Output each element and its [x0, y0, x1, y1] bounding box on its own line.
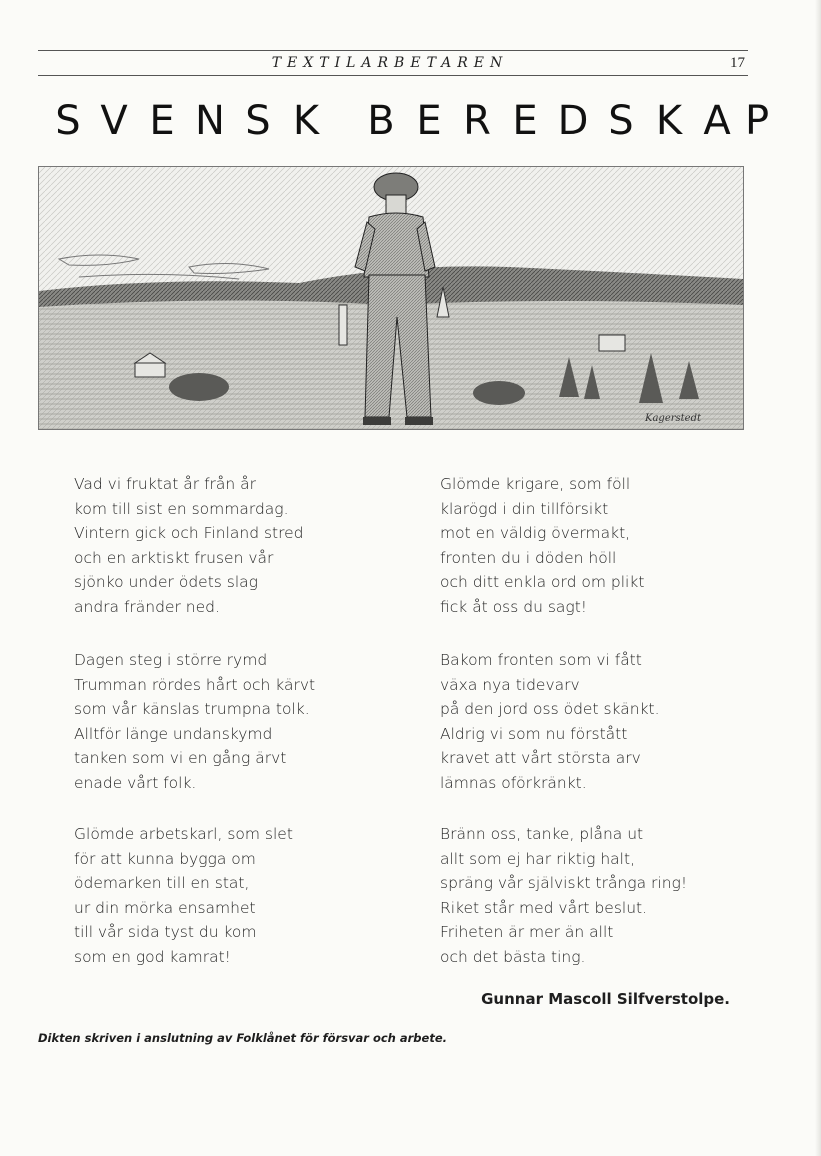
poem-line: lämnas oförkränkt. — [440, 773, 587, 792]
headline-letter: S — [608, 98, 634, 144]
headline-letter: P — [744, 98, 770, 144]
page-edge — [815, 0, 821, 1156]
stanza-right-2 — [440, 648, 660, 796]
poem-line: Trumman rördes hårt och kärvt — [74, 675, 316, 694]
poem-line: som vår känslas trumpna tolk. — [74, 700, 310, 719]
poem-line: allt som ej har riktig halt, — [440, 849, 635, 868]
poem-line: Riket står med vårt beslut. — [440, 898, 648, 917]
poem-line: Aldrig vi som nu förstått — [440, 724, 628, 743]
headline-letter: A — [703, 98, 731, 144]
stanza-right-1 — [440, 472, 644, 620]
stanza-left-1 — [74, 472, 304, 620]
poem-line: sjönko under ödets slag — [74, 573, 258, 592]
headline-letter: E — [416, 98, 442, 144]
poem-line: Alltför länge undanskymd — [74, 724, 273, 743]
artist-signature: Kagerstedt — [645, 413, 702, 424]
author-signature: Gunnar Mascoll Silfverstolpe. — [481, 990, 730, 1008]
running-title: TEXTILARBETAREN — [271, 55, 509, 71]
poem-line: Glömde krigare, som föll — [440, 475, 631, 493]
poem-line: Glömde arbetskarl, som slet — [74, 825, 293, 843]
headline-letter: E — [149, 98, 175, 144]
poem-line: och en arktiskt frusen vår — [74, 548, 274, 567]
poem-line: till vår sida tyst du kom — [74, 923, 257, 942]
poem-line: tanken som vi en gång ärvt — [74, 749, 287, 768]
poem-line: som en god kamrat! — [74, 947, 231, 966]
poem-line: Bakom fronten som vi fått — [440, 651, 642, 669]
poem-line: andra fränder ned. — [74, 597, 220, 616]
stanza-left-2 — [74, 648, 315, 796]
header-rule-top — [38, 50, 748, 51]
headline-letter: K — [655, 98, 683, 144]
headline-letter: V — [100, 98, 128, 144]
poem-line: enade vårt folk. — [74, 773, 197, 792]
headline-letter: B — [367, 98, 395, 144]
poem-line: på den jord oss ödet skänkt. — [440, 700, 660, 719]
stanza-right-3 — [440, 822, 687, 970]
poem-line: klarögd i din tillförsikt — [440, 499, 609, 518]
header-rule-bottom — [38, 75, 748, 76]
poem-line: Dagen steg i större rymd — [74, 651, 268, 669]
poem-line: kom till sist en sommardag. — [74, 499, 289, 518]
poem-line: Vad vi fruktat år från år — [74, 475, 257, 493]
poem-line: Friheten är mer än allt — [440, 923, 614, 942]
poem-line: spräng vår själviskt trånga ring! — [440, 874, 688, 893]
poem-line: Vintern gick och Finland stred — [74, 524, 304, 543]
headline-letter: S — [245, 98, 271, 144]
poem-line: och ditt enkla ord om plikt — [440, 573, 645, 592]
headline-letter: K — [292, 98, 320, 144]
headline-letter: E — [512, 98, 538, 144]
poem-line: Bränn oss, tanke, plåna ut — [440, 825, 644, 843]
poem-line: och det bästa ting. — [440, 947, 586, 966]
headline-letter: N — [195, 98, 225, 144]
headline-letter: R — [463, 98, 491, 144]
headline-letter: D — [557, 98, 589, 144]
poem-line: växa nya tidevarv — [440, 675, 580, 694]
poem-line: mot en väldig övermakt, — [440, 524, 631, 543]
poem-line: ödemarken till en stat, — [74, 874, 250, 893]
footnote: Dikten skriven i anslutning av Folklånet för försvar och arbete. — [38, 1031, 448, 1045]
headline-letter: S — [55, 98, 81, 144]
page-number: 17 — [730, 55, 745, 71]
poem-line: ur din mörka ensamhet — [74, 898, 256, 917]
poem-line: fronten du i döden höll — [440, 548, 617, 567]
poem-line: kravet att vårt största arv — [440, 749, 641, 768]
poem-line: för att kunna bygga om — [74, 849, 256, 868]
soldier-illustration — [38, 166, 744, 430]
poem-line: fick åt oss du sagt! — [440, 597, 588, 616]
stanza-left-3 — [74, 822, 293, 970]
